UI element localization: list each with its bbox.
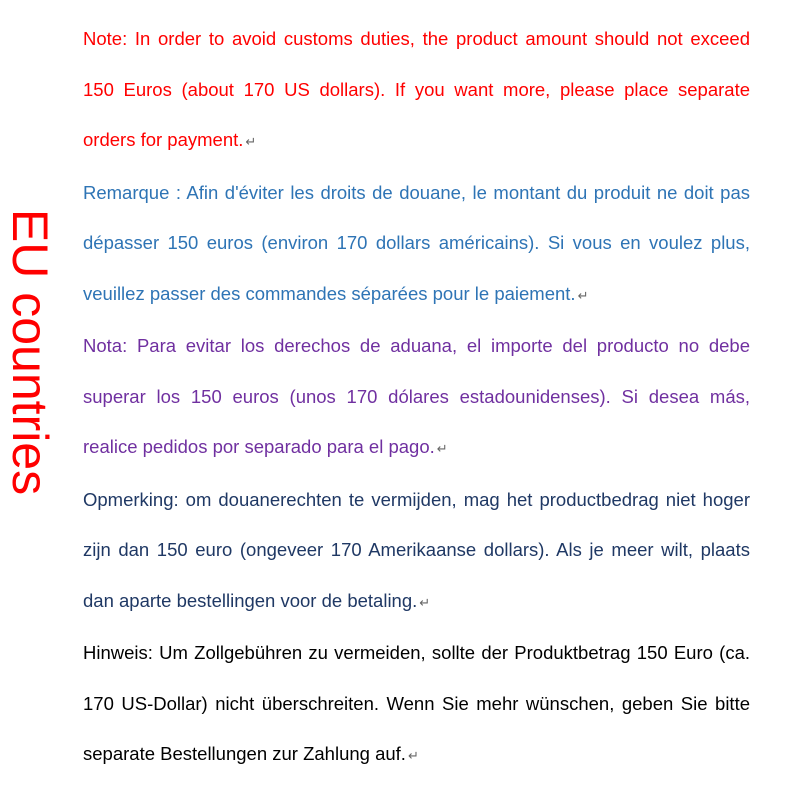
- side-title: [0, 0, 60, 800]
- paragraph-text: Hinweis: Um Zollgebühren zu vermeiden, sollte der Produktbetrag 150 Euro (ca. 170 US-Dollar) nicht überschreiten. Wenn Sie mehr wünschen, geben Sie bitte separate Bestellungen zur Zahlung auf.: [83, 642, 750, 764]
- side-title-text: EU countries: [2, 208, 58, 496]
- note-paragraph-german: [83, 628, 750, 782]
- note-paragraph-english: [83, 14, 750, 168]
- paragraph-text: Nota: Para evitar los derechos de aduana, el importe del producto no debe superar los 150 euros (unos 170 dólares estadounidenses). Si desea más, realice pedidos por separado para el pago.: [83, 335, 750, 457]
- note-paragraph-french: [83, 168, 750, 322]
- document-body: [83, 14, 750, 782]
- note-paragraph-spanish: [83, 321, 750, 475]
- paragraph-mark-icon: ↵: [407, 748, 419, 763]
- paragraph-text: Note: In order to avoid customs duties, the product amount should not exceed 150 Euros (about 170 US dollars). If you want more, please place separate orders for payment.: [83, 28, 750, 150]
- paragraph-mark-icon: ↵: [436, 441, 448, 456]
- paragraph-mark-icon: ↵: [245, 134, 257, 149]
- paragraph-text: Opmerking: om douanerechten te vermijden, mag het productbedrag niet hoger zijn dan 150 euro (ongeveer 170 Amerikaanse dollars). Als je meer wilt, plaats dan aparte bestellingen voor de betaling.: [83, 488, 750, 611]
- paragraph-mark-icon: ↵: [577, 287, 589, 303]
- paragraph-text: Remarque : Afin d'éviter les droits de douane, le montant du produit ne doit pas dépasser 150 euros (environ 170 dollars américains). Si vous en voulez plus, veuillez passer des commandes séparées pour le paiement.: [83, 181, 750, 304]
- note-paragraph-dutch: [83, 475, 750, 629]
- paragraph-mark-icon: ↵: [419, 594, 431, 610]
